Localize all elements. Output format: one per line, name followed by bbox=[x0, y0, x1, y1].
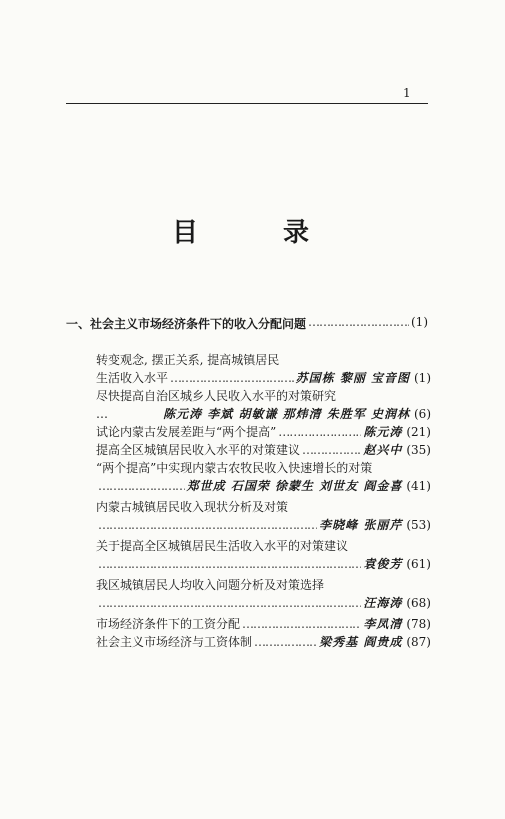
entry-page: (68) bbox=[406, 596, 431, 610]
toc-entry-line bbox=[96, 369, 431, 387]
toc-entry bbox=[96, 537, 431, 573]
entry-authors: 赵兴中 bbox=[363, 443, 403, 457]
entry-authors: 李晓峰 张丽芹 bbox=[319, 518, 403, 532]
entry-page: (53) bbox=[406, 518, 431, 532]
toc-entry-line bbox=[96, 537, 431, 555]
section-title: 一、社会主义市场经济条件下的收入分配问题 bbox=[66, 317, 307, 331]
toc-entries bbox=[96, 348, 431, 651]
entry-text: 试论内蒙古发展差距与“两个提高” bbox=[96, 425, 277, 439]
toc-entry-line bbox=[96, 615, 431, 633]
entry-page: (1) bbox=[414, 371, 431, 385]
entry-text: 内蒙古城镇居民收入现状分析及对策 bbox=[96, 500, 289, 514]
leader-dots bbox=[98, 516, 317, 534]
toc-entry bbox=[96, 498, 431, 534]
toc-entry bbox=[96, 576, 431, 612]
entry-authors: 李凤清 bbox=[363, 617, 403, 631]
entry-text: 市场经济条件下的工资分配 bbox=[96, 617, 241, 631]
toc-entry bbox=[96, 351, 431, 387]
leader-dots bbox=[302, 441, 361, 459]
entry-authors: 陈元涛 bbox=[363, 425, 403, 439]
toc-entry-line bbox=[96, 633, 431, 651]
entry-authors: 苏国栋 黎丽 宝音图 bbox=[295, 371, 410, 385]
leader-dots bbox=[98, 555, 361, 573]
entry-page: (35) bbox=[406, 443, 431, 457]
entry-text: 尽快提高自治区城乡人民收入水平的对策研究 bbox=[96, 389, 337, 403]
entry-text: 关于提高全区城镇居民生活收入水平的对策建议 bbox=[96, 539, 349, 553]
toc-entry-line bbox=[96, 351, 431, 369]
toc-entry-line bbox=[96, 459, 431, 477]
toc-entry bbox=[96, 387, 431, 423]
leader-dots bbox=[242, 615, 361, 633]
leader-dots bbox=[170, 369, 294, 387]
toc-title: 目 录 bbox=[171, 218, 348, 248]
leader-dots bbox=[308, 315, 409, 332]
toc-entry-line bbox=[96, 405, 431, 423]
entry-authors: 郑世成 石国荣 徐蒙生 刘世友 阎金喜 bbox=[186, 479, 403, 493]
entry-authors: 陈元涛 李斌 胡敏谦 那炜清 朱胜军 史润林 bbox=[163, 407, 410, 421]
leader-dots bbox=[254, 633, 317, 651]
toc-entry bbox=[96, 633, 431, 651]
entry-text: … bbox=[96, 407, 108, 421]
toc-entry-line bbox=[96, 576, 431, 594]
page-number: 1 bbox=[403, 86, 411, 100]
entry-page: (21) bbox=[406, 425, 431, 439]
entry-page: (6) bbox=[414, 407, 431, 421]
entry-page: (61) bbox=[406, 557, 431, 571]
toc-entry-line bbox=[96, 387, 431, 405]
entry-text: 我区城镇居民人均收入问题分析及对策选择 bbox=[96, 578, 325, 592]
leader-dots bbox=[278, 423, 361, 441]
toc-entry-line bbox=[96, 555, 431, 573]
entry-text: 社会主义市场经济与工资体制 bbox=[96, 635, 253, 649]
toc-entry-line bbox=[96, 477, 431, 495]
entry-authors: 汪海涛 bbox=[363, 596, 403, 610]
toc-entry-line bbox=[96, 516, 431, 534]
toc-entry bbox=[96, 441, 431, 459]
header-rule bbox=[66, 103, 428, 104]
toc-entry bbox=[96, 423, 431, 441]
entry-authors: 梁秀基 阎贵成 bbox=[319, 635, 403, 649]
entry-authors: 袁俊芳 bbox=[363, 557, 403, 571]
entry-page: (41) bbox=[406, 479, 431, 493]
toc-entry-line bbox=[96, 498, 431, 516]
entry-page: (78) bbox=[406, 617, 431, 631]
entry-page: (87) bbox=[406, 635, 431, 649]
leader-dots bbox=[98, 594, 361, 612]
section-heading bbox=[66, 315, 428, 332]
toc-entry bbox=[96, 615, 431, 633]
section-page: (1) bbox=[411, 315, 428, 329]
leader-dots bbox=[98, 477, 185, 495]
entry-text: 生活收入水平 bbox=[96, 371, 169, 385]
toc-entry-line bbox=[96, 423, 431, 441]
toc-entry bbox=[96, 459, 431, 495]
entry-text: 转变观念, 摆正关系, 提高城镇居民 bbox=[96, 353, 280, 367]
entry-text: 提高全区城镇居民收入水平的对策建议 bbox=[96, 443, 301, 457]
toc-entry-line bbox=[96, 441, 431, 459]
entry-text: “两个提高”中实现内蒙古农牧民收入快速增长的对策 bbox=[96, 461, 373, 475]
toc-entry-line bbox=[96, 594, 431, 612]
